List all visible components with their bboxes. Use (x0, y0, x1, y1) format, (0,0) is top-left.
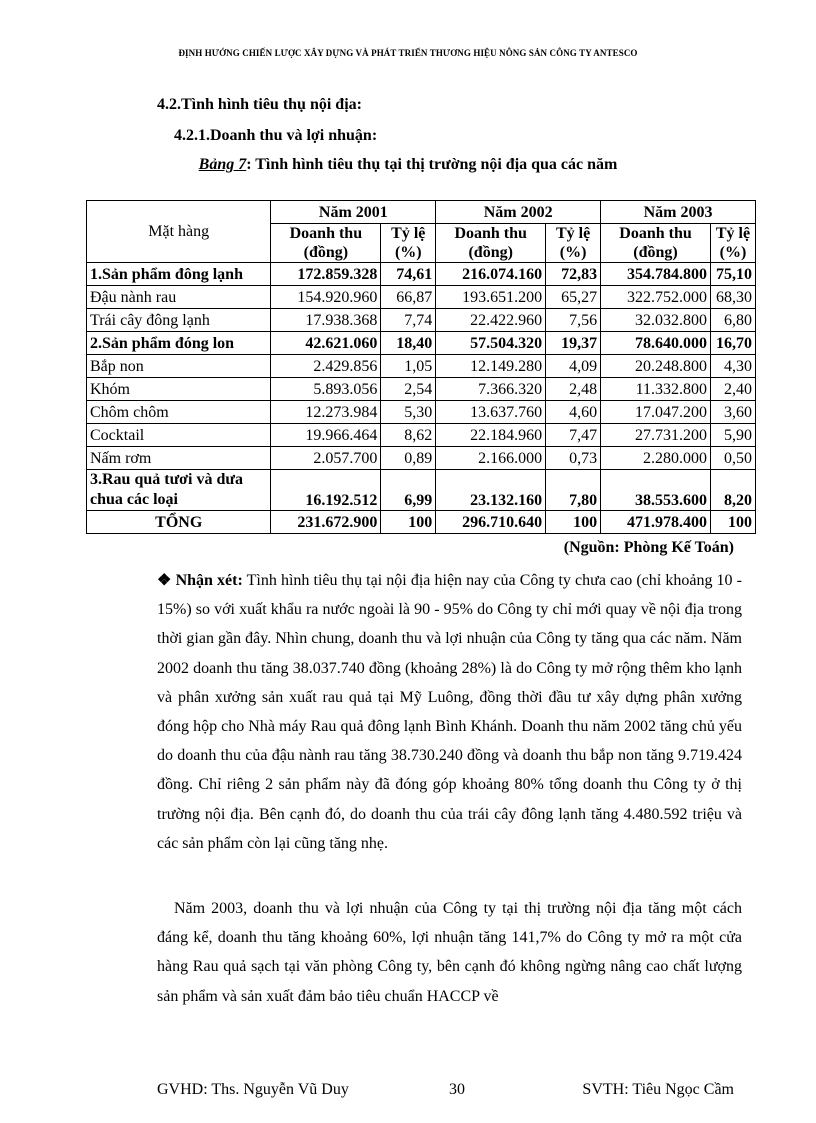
table-cell: 3,60 (710, 401, 755, 424)
table-cell: 0,89 (381, 447, 436, 470)
table-caption-text: : Tình hình tiêu thụ tại thị trường nội địa qua các năm (246, 156, 618, 173)
table-cell: 22.184.960 (436, 424, 546, 447)
table-cell-item: 3.Rau quả tươi và dưa chua các loại (87, 470, 271, 511)
table-cell: 193.651.200 (436, 286, 546, 309)
table-cell: 20.248.800 (601, 355, 711, 378)
table-cell: 5.893.056 (271, 378, 381, 401)
table-cell: 75,10 (710, 263, 755, 286)
table-row (87, 378, 756, 401)
table-cell: 471.978.400 (601, 511, 711, 534)
paragraph-remark (157, 566, 742, 858)
header-year: Năm 2001 (271, 201, 436, 224)
table-cell: 7,80 (546, 470, 601, 511)
table-cell-item: Chôm chôm (87, 401, 271, 424)
header-ratio: Tỷ lệ (%) (381, 224, 436, 263)
table-body (87, 263, 756, 534)
table-cell: 27.731.200 (601, 424, 711, 447)
table-cell: 4,09 (546, 355, 601, 378)
table-cell-item: Đậu nành rau (87, 286, 271, 309)
section-heading: 4.2.Tình hình tiêu thụ nội địa: (157, 96, 362, 113)
table-cell: 216.074.160 (436, 263, 546, 286)
table-row (87, 424, 756, 447)
page-number: 30 (449, 1081, 465, 1098)
table-cell: 2,48 (546, 378, 601, 401)
table-cell: 354.784.800 (601, 263, 711, 286)
table-cell: 8,62 (381, 424, 436, 447)
header-year: Năm 2002 (436, 201, 601, 224)
footer-advisor: GVHD: Ths. Nguyễn Vũ Duy (157, 1081, 349, 1098)
table-cell: 322.752.000 (601, 286, 711, 309)
running-header: ĐỊNH HƯỚNG CHIẾN LƯỢC XÂY DỰNG VÀ PHÁT TRIỂN THƯƠNG HIỆU NÔNG SẢN CÔNG TY ANTESCO (178, 48, 638, 58)
header-item: Mặt hàng (87, 201, 271, 263)
table-caption (0, 156, 816, 174)
table-cell: 100 (710, 511, 755, 534)
table-cell: 18,40 (381, 332, 436, 355)
table-cell-item: Khóm (87, 378, 271, 401)
table-cell: 12.149.280 (436, 355, 546, 378)
table-cell: 4,60 (546, 401, 601, 424)
table-cell-item: Trái cây đông lạnh (87, 309, 271, 332)
table-cell-item: 2.Sản phẩm đóng lon (87, 332, 271, 355)
table-cell: 100 (381, 511, 436, 534)
table-cell: 78.640.000 (601, 332, 711, 355)
table-cell: 6,80 (710, 309, 755, 332)
header-revenue: Doanh thu (đồng) (601, 224, 711, 263)
table-cell: 154.920.960 (271, 286, 381, 309)
header-revenue: Doanh thu (đồng) (436, 224, 546, 263)
table-row (87, 286, 756, 309)
paragraph-2: Năm 2003, doanh thu và lợi nhuận của Công ty tại thị trường nội địa tăng một cách đáng kể, doanh thu tăng khoảng 60%, lợi nhuận tăng 141,7% do Công ty mở ra một cửa hàng Rau quả sạch tại văn phòng Công ty, bên cạnh đó không ngừng nâng cao chất lượng sản phẩm và sản xuất đảm bảo tiêu chuẩn HACCP về (157, 900, 742, 1005)
table-cell: 32.032.800 (601, 309, 711, 332)
table-row (87, 332, 756, 355)
table-row-total (87, 511, 756, 534)
table-cell: 0,73 (546, 447, 601, 470)
table-cell: 231.672.900 (271, 511, 381, 534)
table-row (87, 355, 756, 378)
table-cell: 11.332.800 (601, 378, 711, 401)
table-source: (Nguồn: Phòng Kế Toán) (563, 539, 734, 556)
table-cell: 17.047.200 (601, 401, 711, 424)
header-ratio: Tỷ lệ (%) (710, 224, 755, 263)
table-cell: 38.553.600 (601, 470, 711, 511)
table-cell: 72,83 (546, 263, 601, 286)
table-cell: 2.280.000 (601, 447, 711, 470)
table-cell-item: Cocktail (87, 424, 271, 447)
remark-label: ❖ Nhận xét: (157, 572, 243, 589)
table-cell: 57.504.320 (436, 332, 546, 355)
table-cell: 42.621.060 (271, 332, 381, 355)
header-revenue: Doanh thu (đồng) (271, 224, 381, 263)
table-cell: 7.366.320 (436, 378, 546, 401)
table-row (87, 309, 756, 332)
table-caption-label: Bảng 7 (198, 156, 247, 173)
table-cell: 2.429.856 (271, 355, 381, 378)
table-cell: 100 (546, 511, 601, 534)
table-cell: 13.637.760 (436, 401, 546, 424)
table-cell-item: TỔNG (87, 511, 271, 534)
table-cell: 19.966.464 (271, 424, 381, 447)
table-cell: 66,87 (381, 286, 436, 309)
table-cell: 6,99 (381, 470, 436, 511)
table-cell: 2,40 (710, 378, 755, 401)
sales-table (86, 200, 756, 534)
table-cell-item: Bắp non (87, 355, 271, 378)
table-cell: 7,56 (546, 309, 601, 332)
table-cell: 2,54 (381, 378, 436, 401)
subsection-heading: 4.2.1.Doanh thu và lợi nhuận: (174, 127, 378, 144)
table-row (87, 263, 756, 286)
table-cell: 4,30 (710, 355, 755, 378)
table-cell: 65,27 (546, 286, 601, 309)
table-cell: 23.132.160 (436, 470, 546, 511)
table-row (87, 470, 756, 511)
table-cell: 8,20 (710, 470, 755, 511)
header-ratio: Tỷ lệ (%) (546, 224, 601, 263)
table-cell: 16,70 (710, 332, 755, 355)
table-cell: 7,47 (546, 424, 601, 447)
table-cell: 172.859.328 (271, 263, 381, 286)
table-row (87, 447, 756, 470)
table-cell: 7,74 (381, 309, 436, 332)
table-cell-item: 1.Sản phẩm đông lạnh (87, 263, 271, 286)
table-cell: 19,37 (546, 332, 601, 355)
table-cell: 17.938.368 (271, 309, 381, 332)
table-row (87, 401, 756, 424)
table-cell: 68,30 (710, 286, 755, 309)
table-cell-item: Nấm rơm (87, 447, 271, 470)
table-cell: 5,30 (381, 401, 436, 424)
table-cell: 1,05 (381, 355, 436, 378)
table-cell: 5,90 (710, 424, 755, 447)
table-cell: 2.166.000 (436, 447, 546, 470)
table-cell: 296.710.640 (436, 511, 546, 534)
table-cell: 22.422.960 (436, 309, 546, 332)
table-cell: 12.273.984 (271, 401, 381, 424)
table-cell: 16.192.512 (271, 470, 381, 511)
table-cell: 74,61 (381, 263, 436, 286)
footer-student: SVTH: Tiêu Ngọc Cầm (582, 1081, 734, 1098)
paragraph-1-text: Tình hình tiêu thụ tại nội địa hiện nay của Công ty chưa cao (chỉ khoảng 10 - 15%) so với xuất khẩu ra nước ngoài là 90 - 95% do Công ty chỉ mới quay về nội địa trong thời gian gần đây. Nhìn chung, doanh thu và lợi nhuận của Công ty tăng qua các năm. Năm 2002 doanh thu tăng 38.037.740 đồng (khoảng 28%) là do Công ty mở rộng thêm kho lạnh và phân xưởng sản xuất rau quả tại Mỹ Luông, đồng thời đầu tư xây dựng phân xưởng đóng hộp cho Nhà máy Rau quả đông lạnh Bình Khánh. Doanh thu năm 2002 tăng chủ yếu do doanh thu của đậu nành rau tăng 38.730.240 đồng và doanh thu bắp non tăng 9.719.424 đồng. Chỉ riêng 2 sản phẩm này đã đóng góp khoảng 80% tổng doanh thu Công ty ở thị trường nội địa. Bên cạnh đó, do doanh thu của trái cây đông lạnh tăng 4.480.592 triệu và các sản phẩm còn lại cũng tăng nhẹ. (157, 572, 742, 852)
header-year: Năm 2003 (601, 201, 756, 224)
table-cell: 0,50 (710, 447, 755, 470)
table-cell: 2.057.700 (271, 447, 381, 470)
